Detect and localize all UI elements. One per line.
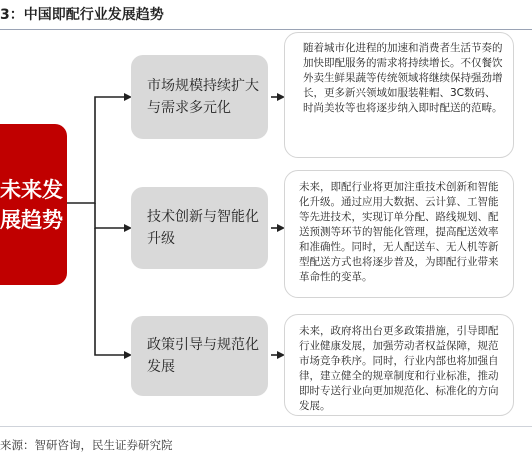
source-note: 来源：智研咨询，民生证券研究院 (0, 438, 173, 452)
description-text: 未来，即配行业将更加注重技术创新和智能化升级。通过应用大数据、云计算、工智能等先进技术，实现订单分配、路线规划、配送预测等环节的智能化管理，提高配送效率和准确性。同时，无人配送车、无人机等新型配送方式也将逐步普及，为即配行业带来革命性的变革。 (299, 181, 499, 283)
center-node (0, 124, 67, 285)
footer-divider (0, 426, 532, 427)
description-box-2 (284, 170, 514, 298)
connector-to-branch-1 (67, 97, 130, 203)
center-node-label: 未来发 展趋势 (0, 177, 63, 232)
figure-title: 3：中国即配行业发展趋势 (0, 7, 164, 23)
branch-tech-innovation (131, 187, 268, 269)
description-box-1 (284, 32, 514, 158)
description-text: 随着城市化进程的加速和消费者生活节奏的加快即配服务的需求将持续增长。不仅餐饮外卖生鲜果蔬等传统领域将继续保持强劲增长，更多新兴领域如服装鞋帽、3C数码、时尚美妆等也将逐步纳入即时配送的范畴。 (303, 42, 503, 114)
connector-to-branch-2 (95, 203, 130, 228)
connector-to-branch-3 (95, 228, 130, 355)
branch-label: 技术创新与智能化升级 (147, 209, 259, 247)
branch-label: 政策引导与规范化发展 (147, 337, 259, 375)
branch-market-scale (131, 55, 268, 139)
description-text: 未来，政府将出台更多政策措施，引导即配行业健康发展，加强劳动者权益保障，规范市场竞争秩序。同时，行业内部也将加强自律，建立健全的规章制度和行业标准，推动即时专送行业向更加规范化、标准化的方向发展。 (299, 325, 499, 412)
branch-policy-guidance (131, 316, 268, 396)
description-box-3 (284, 314, 514, 416)
branch-label: 市场规模持续扩大与需求多元化 (147, 78, 259, 116)
